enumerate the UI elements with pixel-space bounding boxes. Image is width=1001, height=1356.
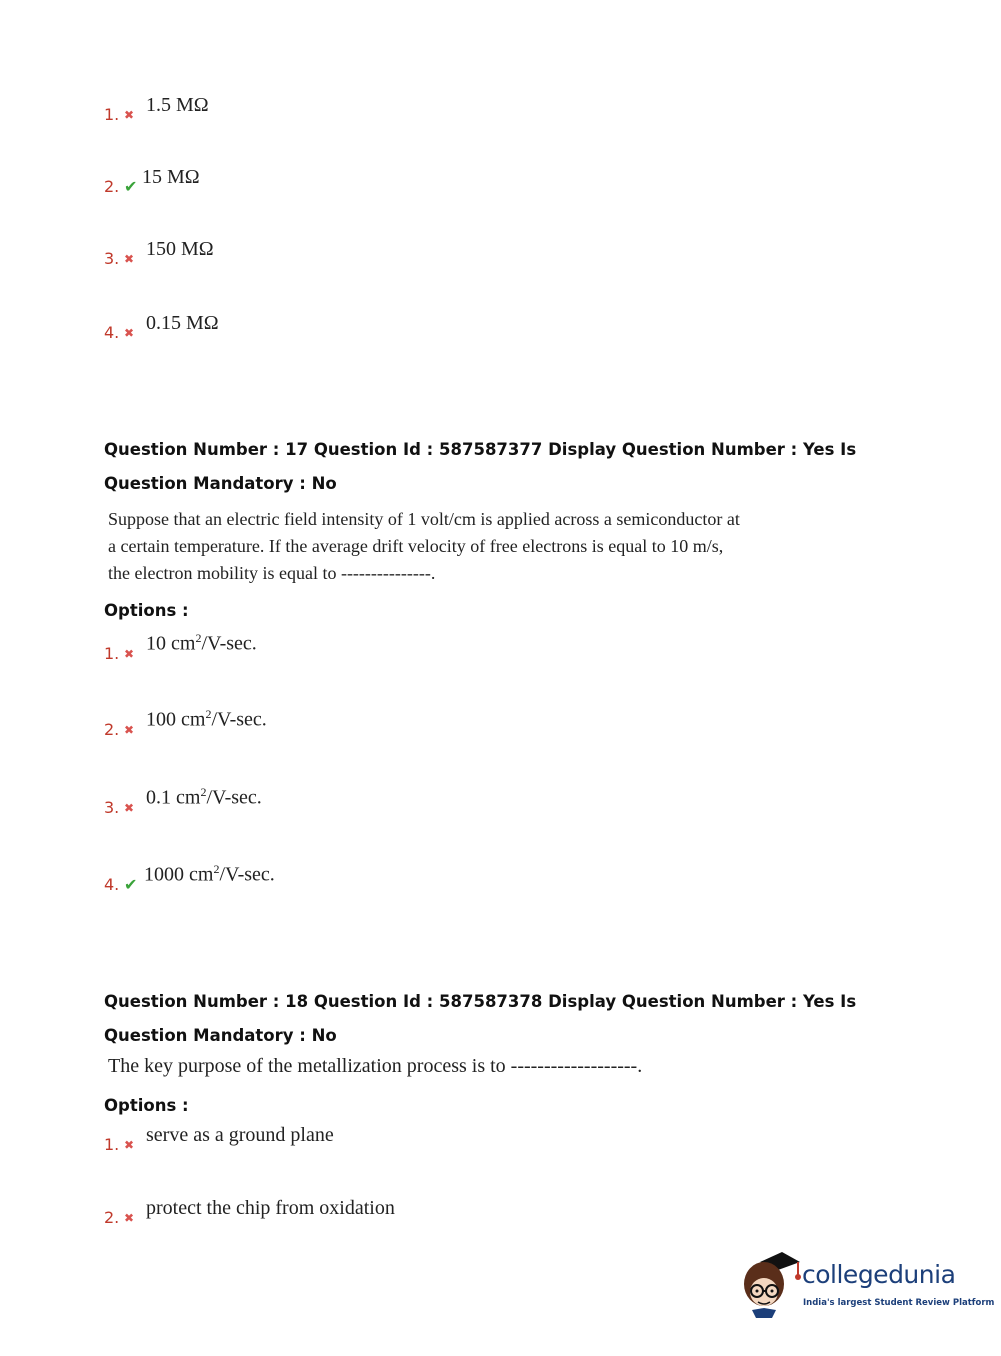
correct-check-icon: ✔ (124, 875, 138, 894)
option-unit: /V-sec. (211, 709, 267, 731)
option-row (104, 707, 267, 740)
option-text: protect the chip from oxidation (146, 1197, 395, 1219)
option-row (104, 862, 275, 895)
wrong-cross-icon: ✖ (124, 801, 135, 815)
brand-tagline: India's largest Student Review Platform (803, 1298, 995, 1308)
option-unit: /V-sec. (206, 787, 262, 809)
option-number: 2. (104, 177, 120, 196)
wrong-cross-icon: ✖ (124, 252, 135, 266)
option-text: 1.5 MΩ (146, 94, 209, 116)
option-text (146, 785, 262, 810)
question-text: The key purpose of the metallization process is to -------------------. (108, 1055, 643, 1077)
superscript: 2 (200, 785, 207, 800)
options-label: Options : (104, 1096, 189, 1115)
option-number: 4. (104, 875, 120, 894)
option-unit: /V-sec. (201, 633, 257, 655)
option-number: 1. (104, 105, 120, 124)
option-row (104, 631, 257, 664)
options-label: Options : (104, 601, 189, 620)
option-number: 3. (104, 798, 120, 817)
superscript: 2 (213, 862, 220, 877)
option-row (104, 313, 219, 343)
wrong-cross-icon: ✖ (124, 326, 135, 340)
mascot-icon (742, 1248, 802, 1318)
option-value: 1000 cm (144, 864, 214, 886)
option-text: 15 MΩ (142, 166, 200, 188)
option-row (104, 239, 214, 269)
option-number: 4. (104, 323, 120, 342)
option-number: 3. (104, 249, 120, 268)
question-header: Question Number : 17 Question Id : 587587377 Display Question Number : Yes Is Question Mandatory : No (104, 440, 857, 493)
option-value: 10 cm (146, 633, 196, 655)
wrong-cross-icon: ✖ (124, 1211, 135, 1225)
brand-name: collegedunia (802, 1260, 956, 1289)
superscript: 2 (195, 631, 202, 646)
option-value: 0.1 cm (146, 787, 201, 809)
option-text: serve as a ground plane (146, 1124, 334, 1146)
option-row (104, 167, 200, 197)
option-row (104, 1125, 334, 1155)
option-text: 0.15 MΩ (146, 312, 219, 334)
option-row (104, 785, 262, 818)
option-number: 2. (104, 720, 120, 739)
correct-check-icon: ✔ (124, 177, 138, 196)
option-text (146, 631, 257, 656)
option-unit: /V-sec. (219, 864, 275, 886)
option-value: 100 cm (146, 709, 206, 731)
question-text: Suppose that an electric field intensity of 1 volt/cm is applied across a semiconductor at a certain temperature. If the average drift velocity of free electrons is equal to 10 m/s, the electron mobility is equal to ---------------. (108, 509, 740, 583)
option-number: 1. (104, 644, 120, 663)
wrong-cross-icon: ✖ (124, 108, 135, 122)
wrong-cross-icon: ✖ (124, 647, 135, 661)
question-header: Question Number : 18 Question Id : 587587378 Display Question Number : Yes Is Question Mandatory : No (104, 992, 857, 1045)
option-row (104, 1198, 395, 1228)
option-text (146, 707, 267, 732)
option-text (144, 862, 275, 887)
wrong-cross-icon: ✖ (124, 723, 135, 737)
collegedunia-logo (742, 1248, 995, 1318)
wrong-cross-icon: ✖ (124, 1138, 135, 1152)
option-row (104, 95, 209, 125)
option-number: 1. (104, 1135, 120, 1154)
superscript: 2 (205, 707, 212, 722)
option-number: 2. (104, 1208, 120, 1227)
option-text: 150 MΩ (146, 238, 214, 260)
